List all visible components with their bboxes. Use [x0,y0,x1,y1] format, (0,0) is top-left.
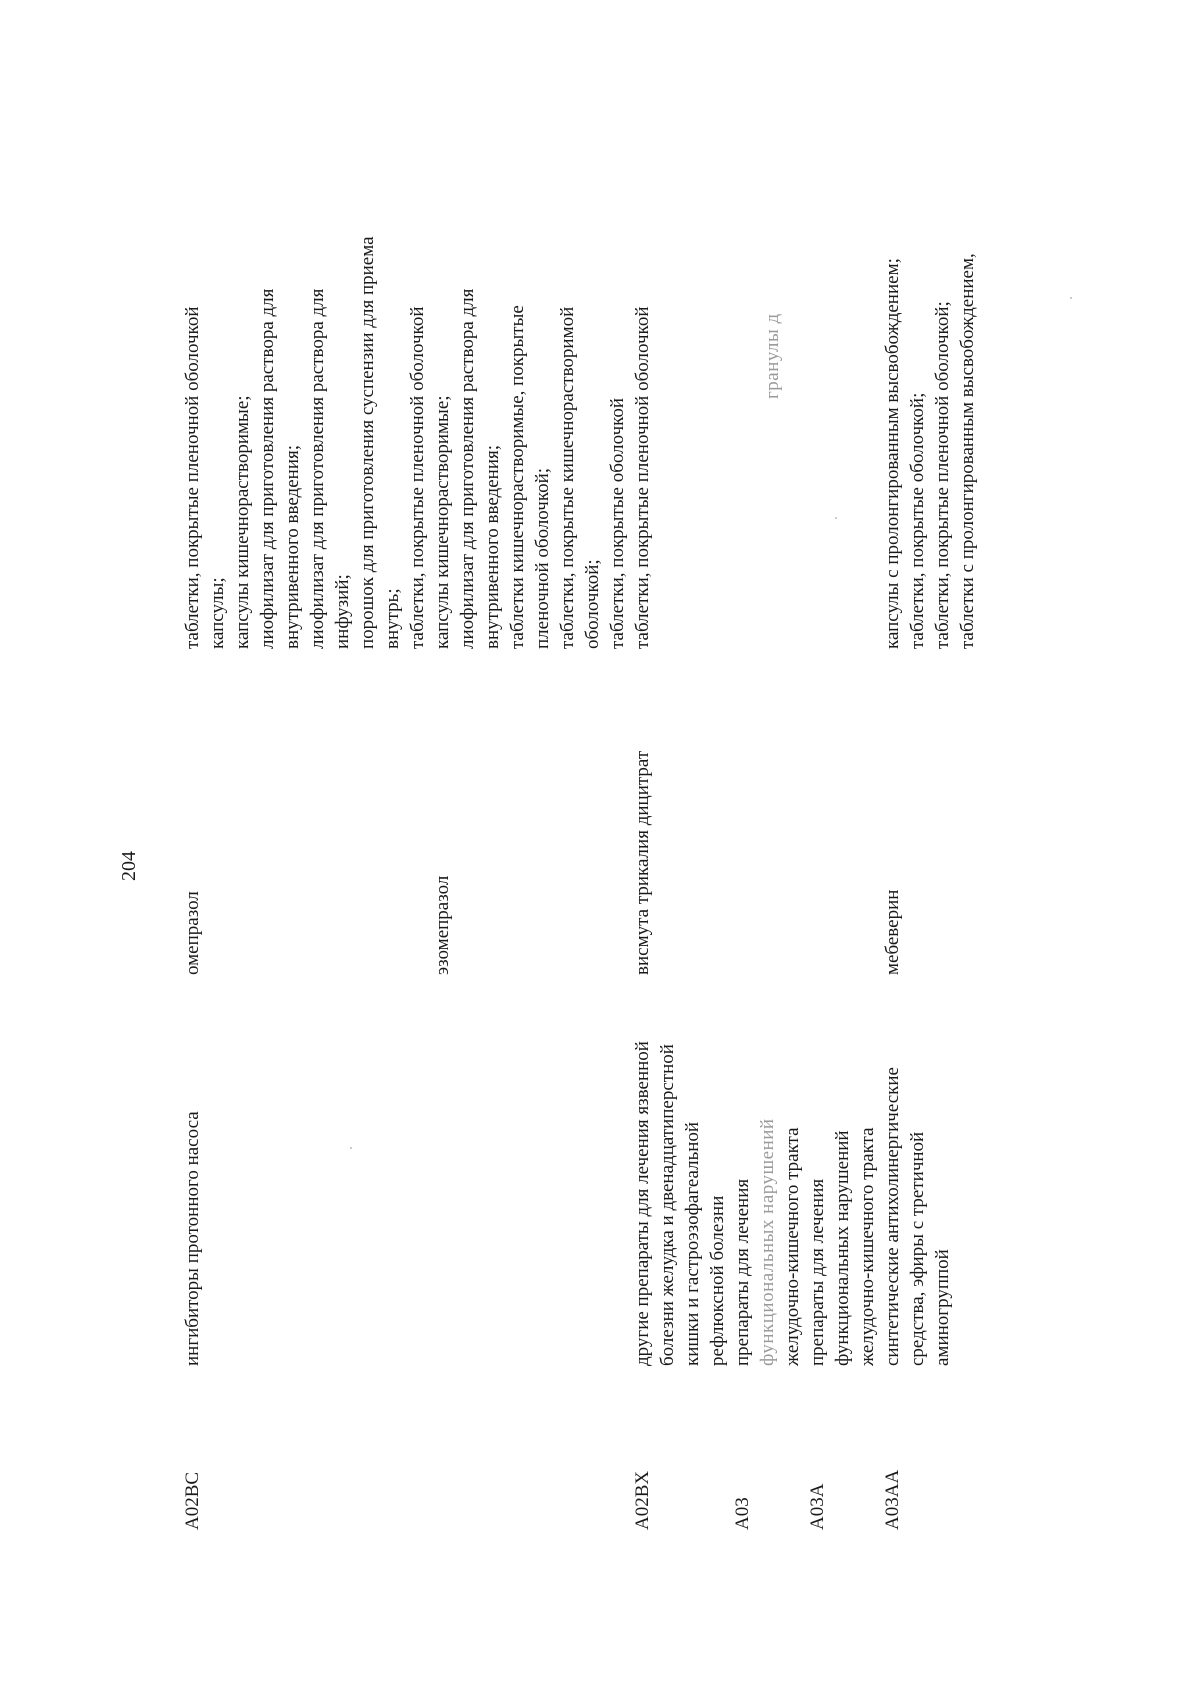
drug-name: висмута трикалия дицитрат [632,750,653,975]
group-line: ингибиторы протонного насоса [182,1111,203,1366]
form-line: таблетки, покрытые кишечнорастворимой [557,306,578,649]
form-line: пленочной оболочкой; [532,467,553,649]
dosage-forms [880,253,980,649]
page-number: 204 [118,851,140,881]
form-line: внутривенного введения; [282,444,303,649]
atc-group-name [730,1118,805,1366]
dosage-forms [180,236,430,649]
form-line: таблетки, покрытые оболочкой; [907,392,928,649]
form-line: внутривенного введения; [482,444,503,649]
form-line: таблетки с пролонгированным высвобождением, [957,253,978,649]
group-line: аминогруппой [932,1249,953,1366]
form-line: порошок для приготовления суспензии для приема [357,236,378,649]
scan-speck [835,517,837,519]
form-line: таблетки, покрытые пленочной оболочкой [182,306,203,649]
group-line: синтетические антихолинергические [882,1067,903,1366]
faded-fragment: гранулы д [762,313,783,399]
form-line: капсулы; [207,577,228,649]
group-line: желудочно-кишечного тракта [782,1127,803,1366]
form-line: таблетки, покрытые пленочной оболочкой [407,306,428,649]
group-line: препараты для лечения [807,1178,828,1366]
group-line: препараты для лечения [732,1178,753,1366]
dosage-forms [630,307,655,650]
scan-speck [350,1147,352,1149]
form-line: капсулы с пролонгированным высвобождением; [882,258,903,649]
form-line: таблетки, покрытые пленочной оболочкой [632,306,653,649]
group-line: рефлюксной болезни [707,1195,728,1366]
form-line: таблетки, покрытые оболочкой [607,397,628,649]
atc-code: A03A [807,1483,828,1530]
group-line: функциональных нарушений [757,1118,778,1366]
drug-name: омепразол [182,891,203,975]
scan-speck [1070,297,1072,299]
form-line: лиофилизат для приготовления раствора для [257,288,278,649]
group-line: желудочно-кишечного тракта [857,1127,878,1366]
group-line: кишки и гастроэзофагеальной [682,1121,703,1366]
atc-group-name [630,1041,730,1366]
atc-group-name [180,1111,205,1366]
atc-group-name [880,1067,955,1366]
drug-name: эзомепразол [432,875,453,975]
form-line: капсулы кишечнорастворимые; [232,395,253,649]
form-line: лиофилизат для приготовления раствора для [307,288,328,649]
atc-code: A02BC [182,1471,203,1530]
form-line: инфузий; [332,574,353,649]
form-line: таблетки кишечнорастворимые, покрытые [507,305,528,649]
group-line: функциональных нарушений [832,1130,853,1366]
atc-code: A03AA [882,1469,903,1530]
dosage-forms [430,289,630,649]
atc-code: A02BX [632,1470,653,1530]
form-line: капсулы кишечнорастворимые; [432,395,453,649]
group-line: средства, эфиры с третичной [907,1131,928,1366]
drug-name: мебеверин [882,889,903,975]
atc-code: A03 [732,1497,753,1530]
group-line: болезни желудка и двенадцатиперстной [657,1044,678,1366]
atc-group-name [805,1127,880,1366]
form-line: внутрь; [382,588,403,649]
form-line: оболочкой; [582,559,603,649]
group-line: другие препараты для лечения язвенной [632,1041,653,1366]
form-line: таблетки, покрытые пленочной оболочкой; [932,301,953,649]
form-line: лиофилизат для приготовления раствора для [457,288,478,649]
